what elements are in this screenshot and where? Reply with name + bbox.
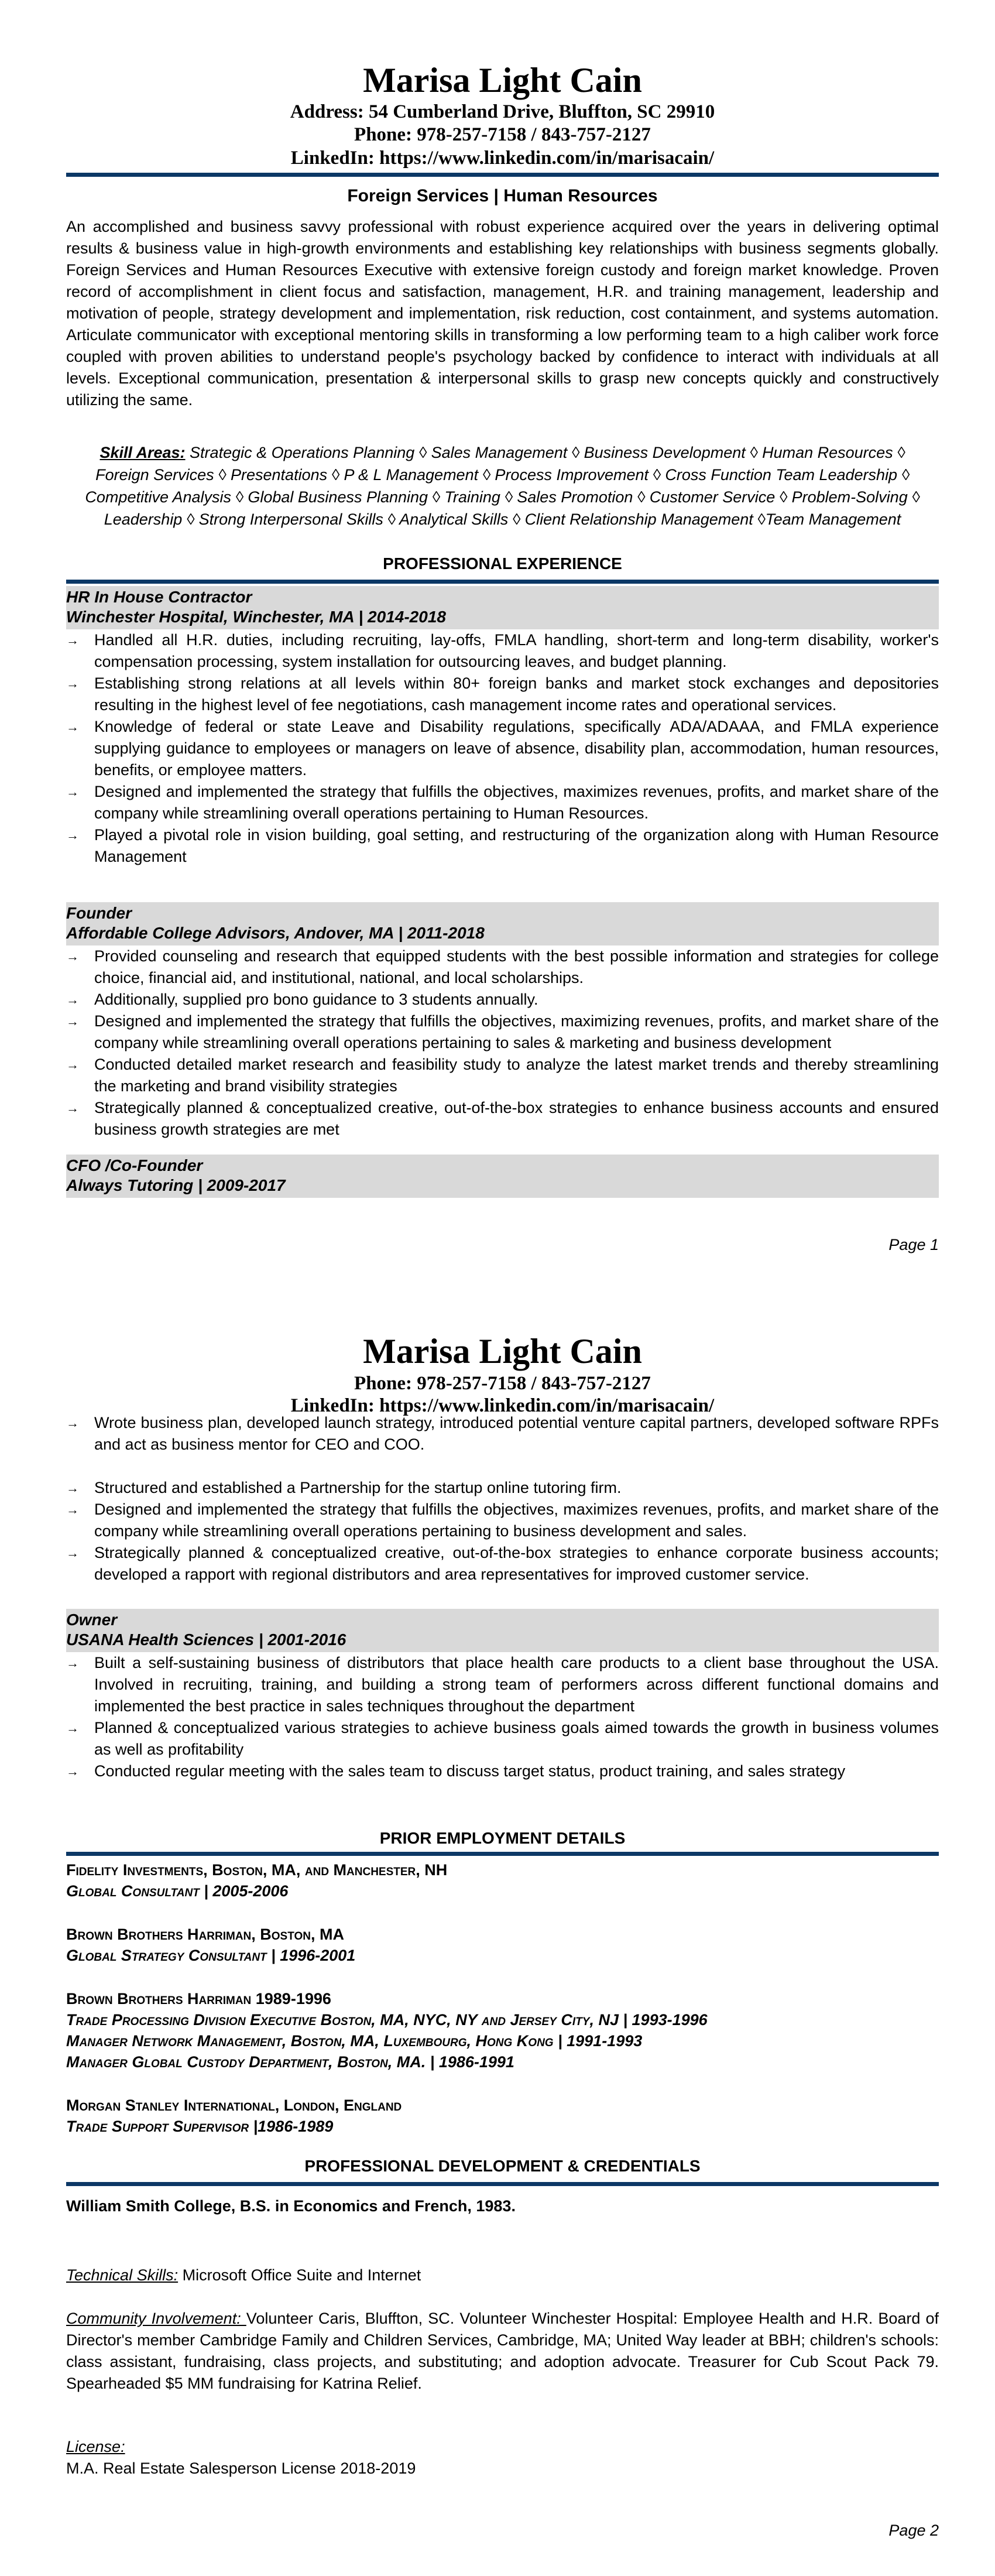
bullet-text: Played a pivotal role in vision building, goal setting, and restructuring of the organization along with Human Resource Management — [94, 826, 939, 865]
phone: Phone: 978-257-7158 / 843-757-2127 — [354, 124, 651, 145]
bullet-item — [66, 1499, 939, 1542]
bullet-item — [66, 1652, 939, 1717]
employer-role: Trade Processing Division Executive Boston, MA, NYC, NY and Jersey City, NJ | 1993-1996 — [66, 2011, 708, 2029]
job-header — [66, 1609, 939, 1652]
community-involvement — [66, 2308, 939, 2395]
bullet-item — [66, 1542, 939, 1585]
summary: An accomplished and business savvy professional with robust experience acquired over the years in delivering optimal results & business value in high-growth environments and establishing key relationships with business segments globally. Foreign Services and Human Resources Executive with extensive foreign custody and foreign market knowledge. Proven record of accomplishment in client focus and satisfaction, management, H.R. and training management, leadership and motivation of people, strategy development and implementation, risk reduction, cost containment, and systems automation. Articulate communicator with exceptional mentoring skills in transforming a low performing team to a high caliber work force coupled with proven abilities to understand people's psychology backed by confidence to interact with individuals at all levels. Exceptional communication, presentation & interpersonal skills to grasp new concepts quickly and constructively utilizing the same. — [66, 218, 939, 409]
bullet-item — [66, 716, 939, 781]
skill-areas — [66, 441, 939, 530]
linkedin-link[interactable]: LinkedIn: https://www.linkedin.com/in/marisacain/ — [290, 1395, 715, 1416]
bullet-item — [66, 673, 939, 716]
bullet-text: Structured and established a Partnership for the startup online tutoring firm. — [94, 1479, 622, 1496]
section-heading-experience: PROFESSIONAL EXPERIENCE — [383, 554, 622, 573]
bullet-text: Establishing strong relations at all levels within 80+ foreign banks and market stock exchanges and depositories resulting in the highest level of fee negotiations, cash management income rates and operational services. — [94, 674, 939, 714]
bullet-item — [66, 946, 939, 989]
job-header — [66, 902, 939, 946]
job-title: Owner — [66, 1611, 118, 1629]
prior-employer — [66, 1988, 939, 2073]
job-company: Affordable College Advisors, Andover, MA | 2011-2018 — [66, 924, 485, 942]
employer-name: Brown Brothers Harriman 1989-1996 — [66, 1990, 331, 2008]
bullet-item — [66, 1477, 939, 1499]
job-entry — [66, 902, 939, 1140]
employer-role: Manager Global Custody Department, Boston, MA. | 1986-1991 — [66, 2053, 514, 2071]
job-entry — [66, 586, 939, 868]
employer-name: Fidelity Investments, Boston, MA, and Manchester, NH — [66, 1861, 448, 1879]
bullet-text: Designed and implemented the strategy that fulfills the objectives, maximizing revenues, profits, and market share of the company while streamlining overall operations pertaining to sales & marketing and business development — [94, 1012, 939, 1051]
bullet-item — [66, 1760, 939, 1782]
bullet-text: Planned & conceptualized various strategies to achieve business goals aimed towards the growth in business volumes as well as profitability — [94, 1719, 939, 1758]
bullet-text: Handled all H.R. duties, including recruiting, lay-offs, FMLA handling, short-term and long-term disability, worker's compensation processing, system installation for outsourcing leaves, and budget planning. — [94, 631, 939, 670]
bullet-text: Wrote business plan, developed launch strategy, introduced potential venture capital partners, developed software RPFs and act as business mentor for CEO and COO. — [94, 1414, 939, 1453]
job-company: Always Tutoring | 2009-2017 — [66, 1176, 286, 1194]
job-header — [66, 1155, 939, 1198]
prior-employer — [66, 2095, 939, 2137]
job-header — [66, 586, 939, 629]
technical-skills — [66, 2265, 939, 2286]
bullet-text: Additionally, supplied pro bono guidance to 3 students annually. — [94, 991, 538, 1008]
license-label: License: — [66, 2438, 125, 2455]
bullet-text: Knowledge of federal or state Leave and Disability regulations, specifically ADA/ADAAA, and FMLA experience supplying guidance to employees or managers on leave of absence, disability plan, accommodation, human resources, benefits, or employee matters. — [94, 718, 939, 779]
prior-employment-list — [66, 1859, 939, 2159]
headline: Foreign Services | Human Resources — [347, 186, 658, 205]
resume-name: Marisa Light Cain — [363, 61, 642, 100]
community-label: Community Involvement: — [66, 2310, 246, 2327]
employer-role: Trade Support Supervisor |1986-1989 — [66, 2118, 334, 2135]
community-value: Volunteer Caris, Bluffton, SC. Volunteer Winchester Hospital: Employee Health and H.R. Board of Director's member Cambridge Family and Children Services, Cambridge, MA; United Way leader at BBH; children's schools: class assistant, fundraising, class projects, and substituting; and adoption advocate. Treasurer for Cub Scout Pack 79. Spearheaded $5 MM fundraising for Katrina Relief. — [66, 2310, 939, 2392]
bullet-text: Provided counseling and research that equipped students with the best possible information and strategies for college choice, financial aid, and institutional, national, and local scholarships. — [94, 947, 939, 986]
bullet-item — [66, 629, 939, 673]
technical-skills-value: Microsoft Office Suite and Internet — [178, 2266, 421, 2284]
job-entry — [66, 1609, 939, 1782]
linkedin-link[interactable]: LinkedIn: https://www.linkedin.com/in/marisacain/ — [290, 148, 715, 169]
section-heading-credentials: PROFESSIONAL DEVELOPMENT & CREDENTIALS — [304, 2157, 701, 2175]
license — [66, 2436, 939, 2479]
job-title: HR In House Contractor — [66, 588, 252, 606]
employer-name: Morgan Stanley International, London, England — [66, 2097, 402, 2114]
bullet-item — [66, 1412, 939, 1455]
employer-name: Brown Brothers Harriman, Boston, MA — [66, 1926, 344, 1943]
technical-skills-label: Technical Skills: — [66, 2266, 179, 2284]
bullet-text: Built a self-sustaining business of distributors that place health care products to a client base throughout the USA. Involved in recruiting, training, and building a strong team of performers across different functional domains and implemented the best practice in sales techniques throughout the department — [94, 1654, 939, 1715]
bullet-item — [66, 989, 939, 1010]
job-entry — [66, 1155, 939, 1198]
prior-employer — [66, 1859, 939, 1902]
bullet-text: Conducted regular meeting with the sales team to discuss target status, product training, and sales strategy — [94, 1762, 846, 1780]
employer-role: Manager Network Management, Boston, MA, Luxembourg, Hong Kong | 1991-1993 — [66, 2032, 643, 2050]
section-heading-prior-employment: PRIOR EMPLOYMENT DETAILS — [379, 1829, 626, 1847]
job-company: USANA Health Sciences | 2001-2016 — [66, 1630, 346, 1649]
phone: Phone: 978-257-7158 / 843-757-2127 — [354, 1373, 651, 1394]
bullet-item — [66, 1010, 939, 1054]
education: William Smith College, B.S. in Economics and French, 1983. — [66, 2197, 516, 2215]
divider — [66, 580, 939, 584]
divider — [66, 1852, 939, 1856]
skill-areas-label: Skill Areas: — [100, 444, 186, 461]
bullet-text: Strategically planned & conceptualized creative, out-of-the-box strategies to enhance corporate business accounts; developed a rapport with regional distributors and area representatives for improved customer service. — [94, 1544, 939, 1583]
bullet-item — [66, 824, 939, 868]
job-company: Winchester Hospital, Winchester, MA | 2014-2018 — [66, 608, 446, 626]
job-title: CFO /Co-Founder — [66, 1156, 203, 1174]
bullet-item — [66, 781, 939, 824]
page-number: Page 2 — [888, 2522, 939, 2539]
employer-role: Global Strategy Consultant | 1996-2001 — [66, 1947, 356, 1964]
employer-role: Global Consultant | 2005-2006 — [66, 1882, 289, 1900]
divider — [66, 173, 939, 177]
bullet-item — [66, 1054, 939, 1097]
address: Address: 54 Cumberland Drive, Bluffton, SC 29910 — [290, 101, 715, 122]
skill-areas-list: Strategic & Operations Planning ◊ Sales Management ◊ Business Development ◊ Human Resources ◊ Foreign Services ◊ Presentations ◊ P & L Management ◊ Process Improvement ◊ Cross Function Team Leadership ◊ Competitive Analysis ◊ Global Business Planning ◊ Training ◊ Sales Promotion ◊ Customer Service ◊ Problem-Solving ◊ Leadership ◊ Strong Interpersonal Skills ◊ Analytical Skills ◊ Client Relationship Management ◊Team Management — [85, 444, 920, 528]
bullet-text: Designed and implemented the strategy that fulfills the objectives, maximizes revenues, profits, and market share of the company while streamlining overall operations pertaining to Human Resources. — [94, 783, 939, 822]
resume-name: Marisa Light Cain — [363, 1332, 642, 1371]
bullet-text: Conducted detailed market research and feasibility study to analyze the latest market trends and thereby streamlining the marketing and brand visibility strategies — [94, 1056, 939, 1095]
job-title: Founder — [66, 904, 132, 922]
page-number: Page 1 — [888, 1236, 939, 1253]
bullet-text: Designed and implemented the strategy that fulfills the objectives, maximizes revenues, profits, and market share of the company while streamlining overall operations pertaining to business development and sales. — [94, 1501, 939, 1540]
bullet-item — [66, 1717, 939, 1760]
license-value: M.A. Real Estate Salesperson License 2018-2019 — [66, 2459, 416, 2477]
divider — [66, 2182, 939, 2186]
prior-employer — [66, 1924, 939, 1966]
bullet-text: Strategically planned & conceptualized creative, out-of-the-box strategies to enhance business accounts and ensured business growth strategies are met — [94, 1099, 939, 1138]
bullet-item — [66, 1097, 939, 1140]
job-entry-continued — [66, 1412, 939, 1585]
